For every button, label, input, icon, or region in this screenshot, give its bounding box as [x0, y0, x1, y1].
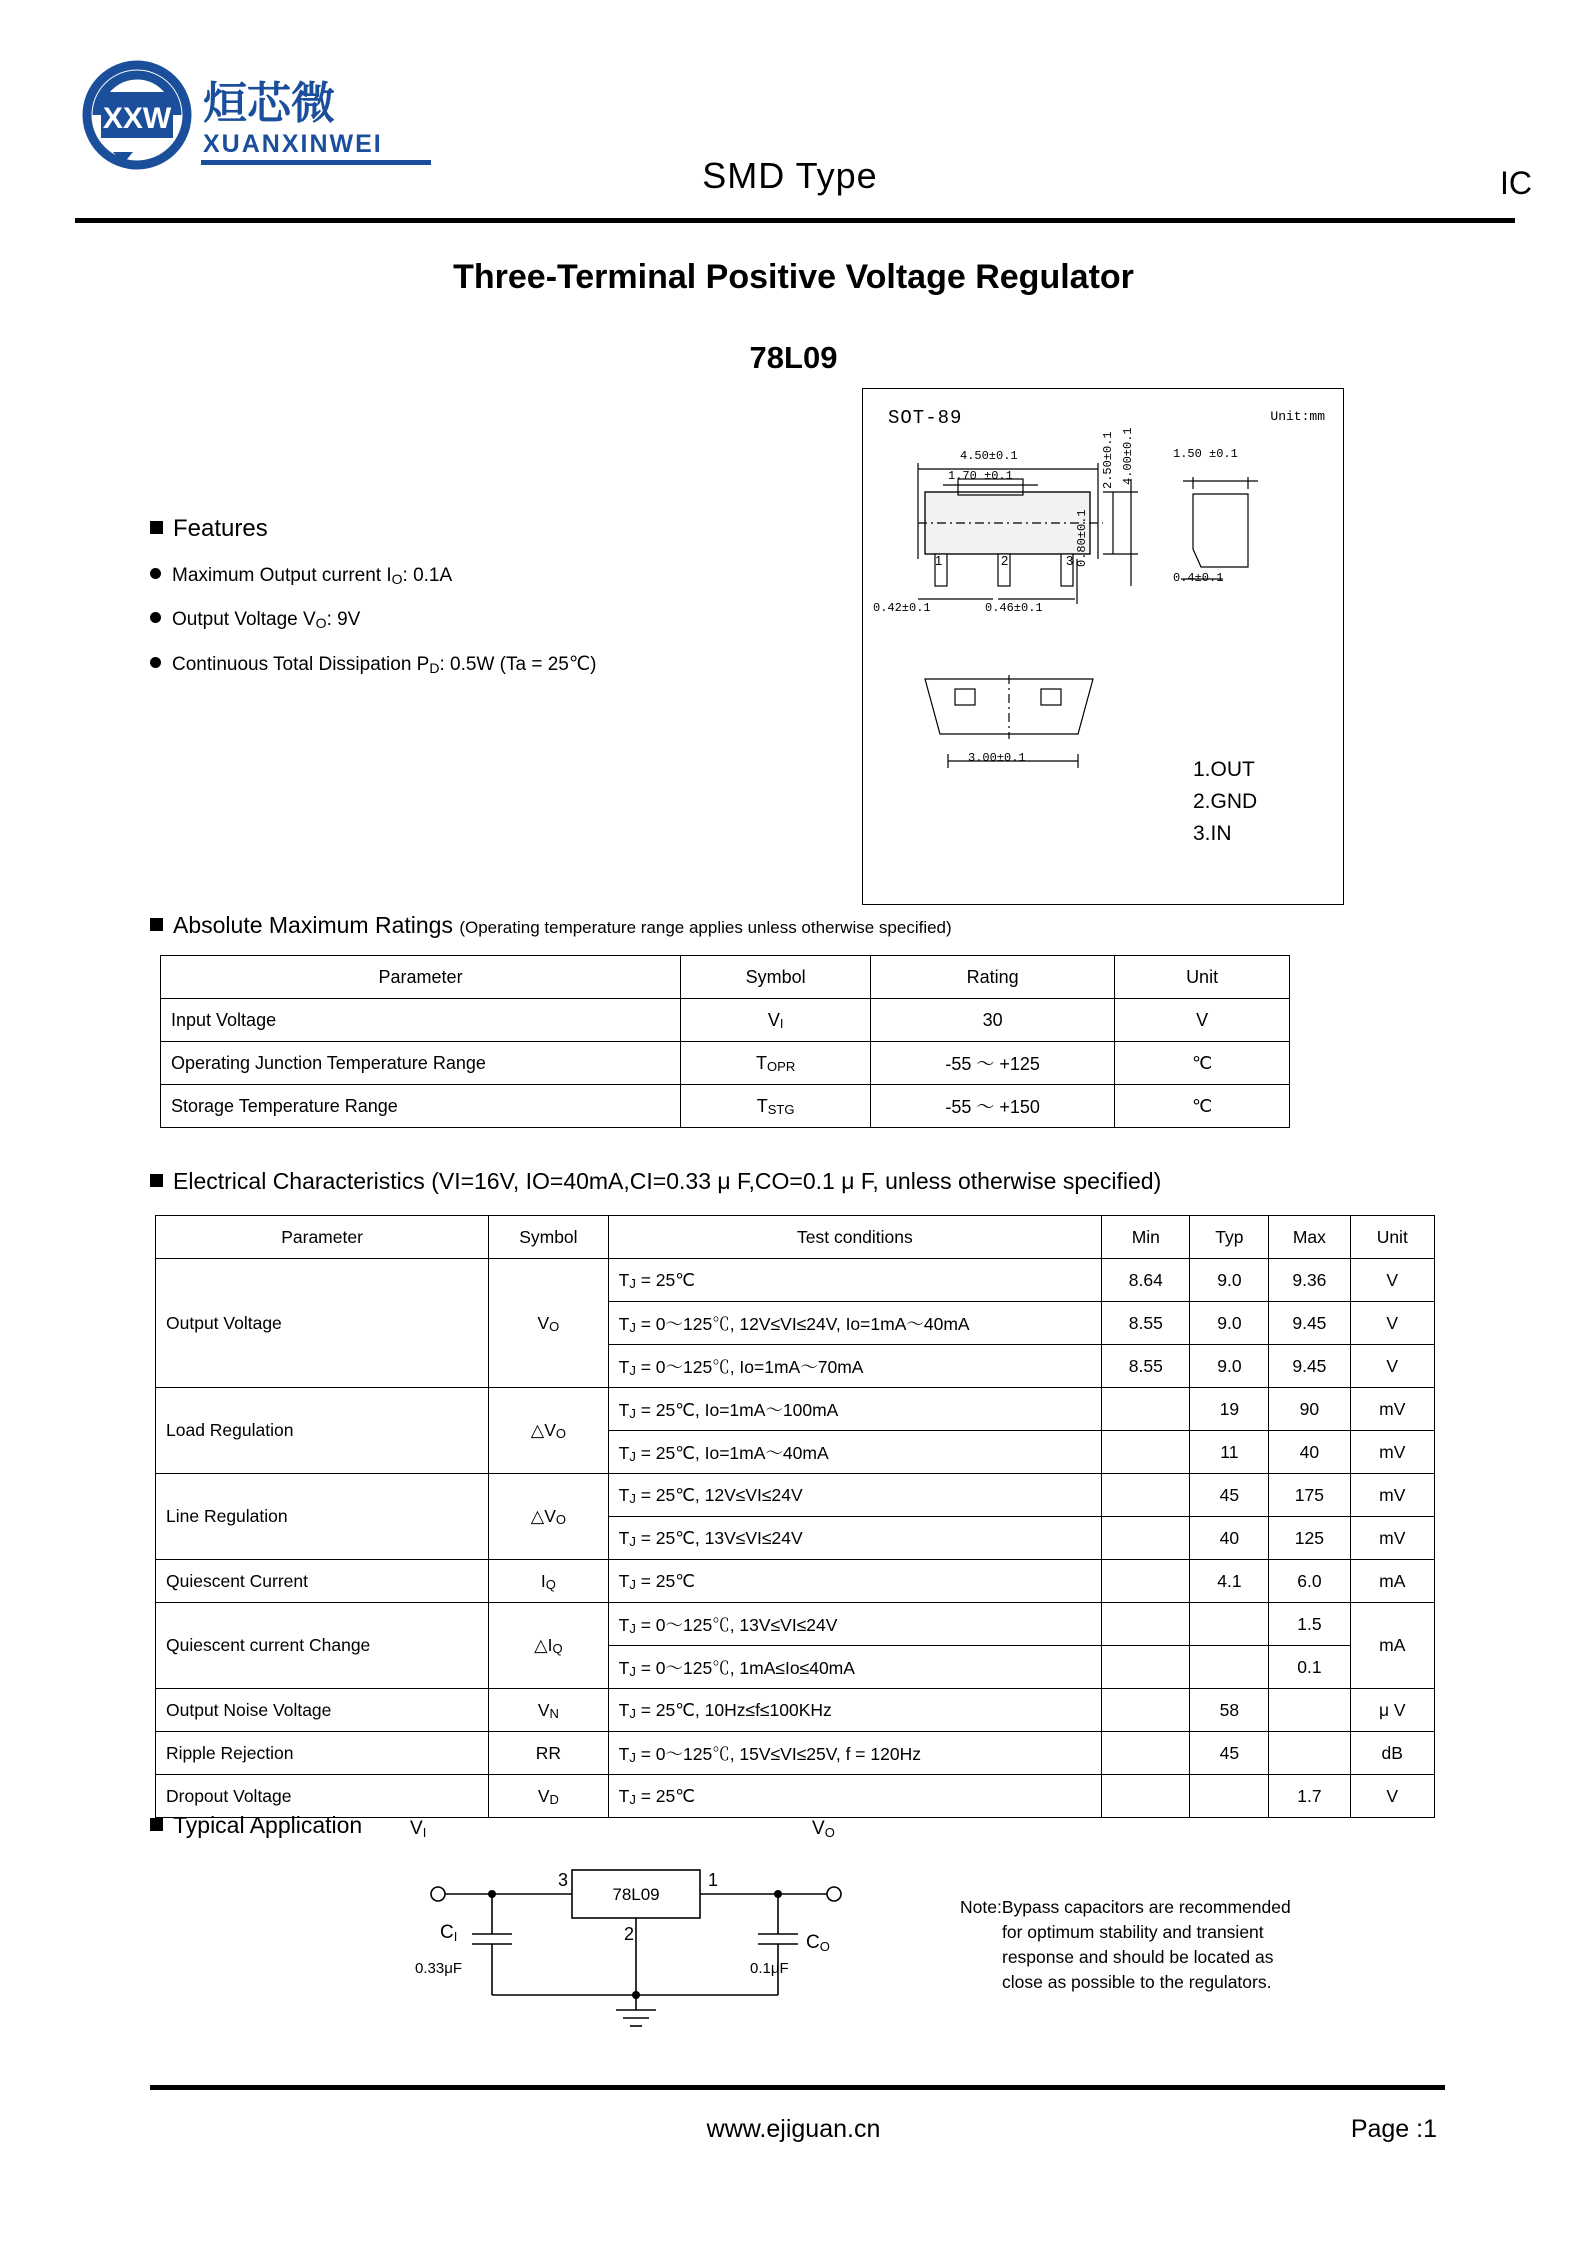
cell-min [1102, 1431, 1190, 1474]
cell-unit: dB [1350, 1732, 1435, 1775]
table-row [156, 1388, 1435, 1431]
cell-max [1269, 1732, 1350, 1775]
cell-symbol: RR [489, 1732, 608, 1775]
cell-max: 1.5 [1269, 1603, 1350, 1646]
cell-condition: TJ = 0～125℃, 15V≤VI≤25V, f = 120Hz [608, 1732, 1102, 1775]
pin-number-1: 1 [935, 553, 943, 568]
col-max: Max [1269, 1216, 1350, 1259]
cell-rating: -55 ～ +125 [871, 1042, 1115, 1085]
col-symbol: Symbol [489, 1216, 608, 1259]
cell-unit: mV [1350, 1474, 1435, 1517]
table-row [156, 1474, 1435, 1517]
cell-symbol: VN [489, 1689, 608, 1732]
cell-symbol: △IQ [489, 1603, 608, 1689]
cell-min: 8.55 [1102, 1345, 1190, 1388]
cell-typ: 45 [1190, 1474, 1269, 1517]
col-rating: Rating [871, 956, 1115, 999]
electrical-heading: Electrical Characteristics (VI=16V, IO=40mA,CI=0.33 μ F,CO=0.1 μ F, unless otherwise specified) [150, 1168, 1161, 1195]
cell-condition: TJ = 25℃ [608, 1259, 1102, 1302]
cell-typ: 9.0 [1190, 1345, 1269, 1388]
cell-max [1269, 1689, 1350, 1732]
features-heading: Features [150, 515, 800, 543]
pin-label-gnd: 2 [624, 1924, 635, 1944]
absolute-max-table [160, 955, 1290, 1128]
cell-typ: 19 [1190, 1388, 1269, 1431]
cell-max: 175 [1269, 1474, 1350, 1517]
dim-1-70: 1.70 ±0.1 [948, 469, 1013, 483]
application-circuit [410, 1818, 890, 2050]
cell-max: 9.45 [1269, 1345, 1350, 1388]
cell-rating: -55 ～ +150 [871, 1085, 1115, 1128]
cell-unit: mV [1350, 1517, 1435, 1560]
header-type-title: SMD Type [702, 155, 878, 196]
cell-unit: ℃ [1115, 1042, 1290, 1085]
cell-typ: 58 [1190, 1689, 1269, 1732]
cell-parameter: Line Regulation [156, 1474, 489, 1560]
bullet-square-icon [150, 1174, 163, 1187]
dim-4-50: 4.50±0.1 [960, 449, 1018, 463]
col-test-conditions: Test conditions [608, 1216, 1102, 1259]
cell-parameter: Quiescent current Change [156, 1603, 489, 1689]
cell-typ: 11 [1190, 1431, 1269, 1474]
cout-label: $C_O$ [806, 1932, 830, 1954]
cell-symbol: TSTG [681, 1085, 871, 1128]
pin-number-3: 3 [1066, 553, 1074, 568]
cell-condition: TJ = 0～125℃, Io=1mA～70mA [608, 1345, 1102, 1388]
cell-symbol: IQ [489, 1560, 608, 1603]
dim-0-46: 0.46±0.1 [985, 601, 1043, 615]
col-unit: Unit [1350, 1216, 1435, 1259]
cell-typ: 9.0 [1190, 1302, 1269, 1345]
svg-text:XXW: XXW [102, 102, 172, 135]
cell-unit: V [1115, 999, 1290, 1042]
bullet-square-icon [150, 521, 163, 534]
cell-unit: mA [1350, 1603, 1435, 1689]
cell-condition: TJ = 0～125℃, 1mA≤Io≤40mA [608, 1646, 1102, 1689]
application-note: Note:Bypass capacitors are recommended for optimum stability and transient response and should be located as close as possible to the regulators. [960, 1897, 1291, 1992]
device-label: 78L09 [612, 1885, 660, 1904]
cell-parameter: Output Noise Voltage [156, 1689, 489, 1732]
bullet-square-icon [150, 918, 163, 931]
cell-condition: TJ = 25℃ [608, 1560, 1102, 1603]
cell-typ: 4.1 [1190, 1560, 1269, 1603]
cell-parameter: Quiescent Current [156, 1560, 489, 1603]
cell-parameter: Ripple Rejection [156, 1732, 489, 1775]
svg-text:XUANXINWEI: XUANXINWEI [203, 130, 383, 158]
col-min: Min [1102, 1216, 1190, 1259]
pin-1-out: 1.OUT [1193, 758, 1255, 781]
part-number: 78L09 [749, 340, 838, 375]
cell-parameter: Load Regulation [156, 1388, 489, 1474]
footer-website[interactable]: www.ejiguan.cn [706, 2115, 881, 2143]
cell-max: 1.7 [1269, 1775, 1350, 1818]
cell-parameter: Operating Junction Temperature Range [161, 1042, 681, 1085]
bullet-dot-icon [150, 568, 161, 579]
cell-min [1102, 1646, 1190, 1689]
cell-typ: 45 [1190, 1732, 1269, 1775]
cout-value: 0.1μF [750, 1960, 789, 1977]
company-logo [75, 60, 435, 190]
cell-max: 9.36 [1269, 1259, 1350, 1302]
cell-symbol: VD [489, 1775, 608, 1818]
table-row [161, 999, 1290, 1042]
col-typ: Typ [1190, 1216, 1269, 1259]
cell-max: 90 [1269, 1388, 1350, 1431]
cell-condition: TJ = 25℃ [608, 1775, 1102, 1818]
bullet-dot-icon [150, 612, 161, 623]
cell-symbol: △VO [489, 1388, 608, 1474]
cell-parameter: Storage Temperature Range [161, 1085, 681, 1128]
table-row [161, 1042, 1290, 1085]
pin-label-out: 1 [708, 1870, 719, 1890]
cell-unit: V [1350, 1345, 1435, 1388]
cell-max: 125 [1269, 1517, 1350, 1560]
cell-condition: TJ = 25℃, Io=1mA～40mA [608, 1431, 1102, 1474]
pin-label-in: 3 [558, 1870, 569, 1890]
footer-divider [150, 2085, 1445, 2090]
cell-min [1102, 1689, 1190, 1732]
table-row [156, 1689, 1435, 1732]
cell-max: 0.1 [1269, 1646, 1350, 1689]
table-row [156, 1732, 1435, 1775]
col-unit: Unit [1115, 956, 1290, 999]
pin-number-2: 2 [1001, 553, 1009, 568]
cell-min: 8.55 [1102, 1302, 1190, 1345]
cell-min [1102, 1388, 1190, 1431]
table-header-row [161, 956, 1290, 999]
cell-parameter: Input Voltage [161, 999, 681, 1042]
cell-min [1102, 1603, 1190, 1646]
cell-min [1102, 1732, 1190, 1775]
cell-condition: TJ = 0～125℃, 12V≤VI≤24V, Io=1mA～40mA [608, 1302, 1102, 1345]
features-section [150, 515, 800, 676]
col-symbol: Symbol [681, 956, 871, 999]
cell-unit: V [1350, 1302, 1435, 1345]
pin-2-gnd: 2.GND [1193, 790, 1258, 813]
cell-symbol: △VO [489, 1474, 608, 1560]
table-row [156, 1560, 1435, 1603]
vout-label: $V_O$ [812, 1818, 835, 1840]
cell-condition: TJ = 25℃, Io=1mA～100mA [608, 1388, 1102, 1431]
bullet-dot-icon [150, 657, 161, 668]
header-divider [75, 218, 1515, 223]
cell-symbol: TOPR [681, 1042, 871, 1085]
cell-parameter: Output Voltage [156, 1259, 489, 1388]
cell-unit: mV [1350, 1388, 1435, 1431]
table-row [156, 1259, 1435, 1302]
cin-label: $C_I$ [440, 1922, 458, 1944]
dim-1-50: 1.50 ±0.1 [1173, 447, 1238, 461]
cell-typ: 40 [1190, 1517, 1269, 1560]
footer-page-number: Page :1 [1350, 2115, 1437, 2143]
feature-item: Maximum Output current $I_O$: 0.1A [150, 565, 800, 587]
cin-value: 0.33μF [415, 1960, 462, 1977]
cell-unit: μ V [1350, 1689, 1435, 1732]
page-title: Three-Terminal Positive Voltage Regulator [453, 258, 1134, 296]
cell-parameter: Dropout Voltage [156, 1775, 489, 1818]
absolute-max-heading: Absolute Maximum Ratings (Operating temperature range applies unless otherwise specified) [150, 912, 952, 939]
dim-4-00: 4.00±0.1 [1121, 427, 1135, 485]
cell-unit: V [1350, 1775, 1435, 1818]
cell-typ [1190, 1775, 1269, 1818]
pin-3-in: 3.IN [1193, 822, 1232, 845]
cell-min [1102, 1775, 1190, 1818]
feature-item: Continuous Total Dissipation $P_D$: 0.5W (Ta = 25℃) [150, 653, 800, 676]
vin-label: $V_I$ [410, 1818, 427, 1840]
col-parameter: Parameter [156, 1216, 489, 1259]
cell-symbol: VO [489, 1259, 608, 1388]
cell-unit: ℃ [1115, 1085, 1290, 1128]
electrical-characteristics-table [155, 1215, 1435, 1818]
cell-min [1102, 1560, 1190, 1603]
dim-0-4: 0.4±0.1 [1173, 571, 1224, 585]
feature-item: Output Voltage $V_O$: 9V [150, 609, 800, 631]
cell-condition: TJ = 0～125℃, 13V≤VI≤24V [608, 1603, 1102, 1646]
cell-condition: TJ = 25℃, 13V≤VI≤24V [608, 1517, 1102, 1560]
cell-rating: 30 [871, 999, 1115, 1042]
cell-max: 6.0 [1269, 1560, 1350, 1603]
cell-typ [1190, 1603, 1269, 1646]
cell-unit: mA [1350, 1560, 1435, 1603]
cell-min [1102, 1517, 1190, 1560]
cell-unit: mV [1350, 1431, 1435, 1474]
package-name: SOT-89 [888, 407, 963, 429]
cell-max: 9.45 [1269, 1302, 1350, 1345]
dim-0-80: 0.80±0.1 [1075, 509, 1089, 567]
cell-min: 8.64 [1102, 1259, 1190, 1302]
header-category: IC [1500, 165, 1532, 201]
dim-3-00: 3.00±0.1 [968, 751, 1026, 765]
table-row [161, 1085, 1290, 1128]
bullet-square-icon [150, 1818, 163, 1831]
cell-symbol: VI [681, 999, 871, 1042]
pin-assignment-list [1193, 754, 1257, 850]
package-unit: Unit:mm [1270, 409, 1325, 424]
cell-condition: TJ = 25℃, 10Hz≤f≤100KHz [608, 1689, 1102, 1732]
cell-typ: 9.0 [1190, 1259, 1269, 1302]
typical-application-heading: Typical Application [150, 1812, 362, 1839]
table-row [156, 1603, 1435, 1646]
dim-2-50: 2.50±0.1 [1101, 431, 1115, 489]
col-parameter: Parameter [161, 956, 681, 999]
package-drawing [862, 388, 1344, 905]
cell-typ [1190, 1646, 1269, 1689]
cell-max: 40 [1269, 1431, 1350, 1474]
cell-condition: TJ = 25℃, 12V≤VI≤24V [608, 1474, 1102, 1517]
dim-0-42: 0.42±0.1 [873, 601, 931, 615]
table-header-row [156, 1216, 1435, 1259]
cell-min [1102, 1474, 1190, 1517]
svg-text:烜芯微: 烜芯微 [203, 78, 335, 129]
cell-unit: V [1350, 1259, 1435, 1302]
